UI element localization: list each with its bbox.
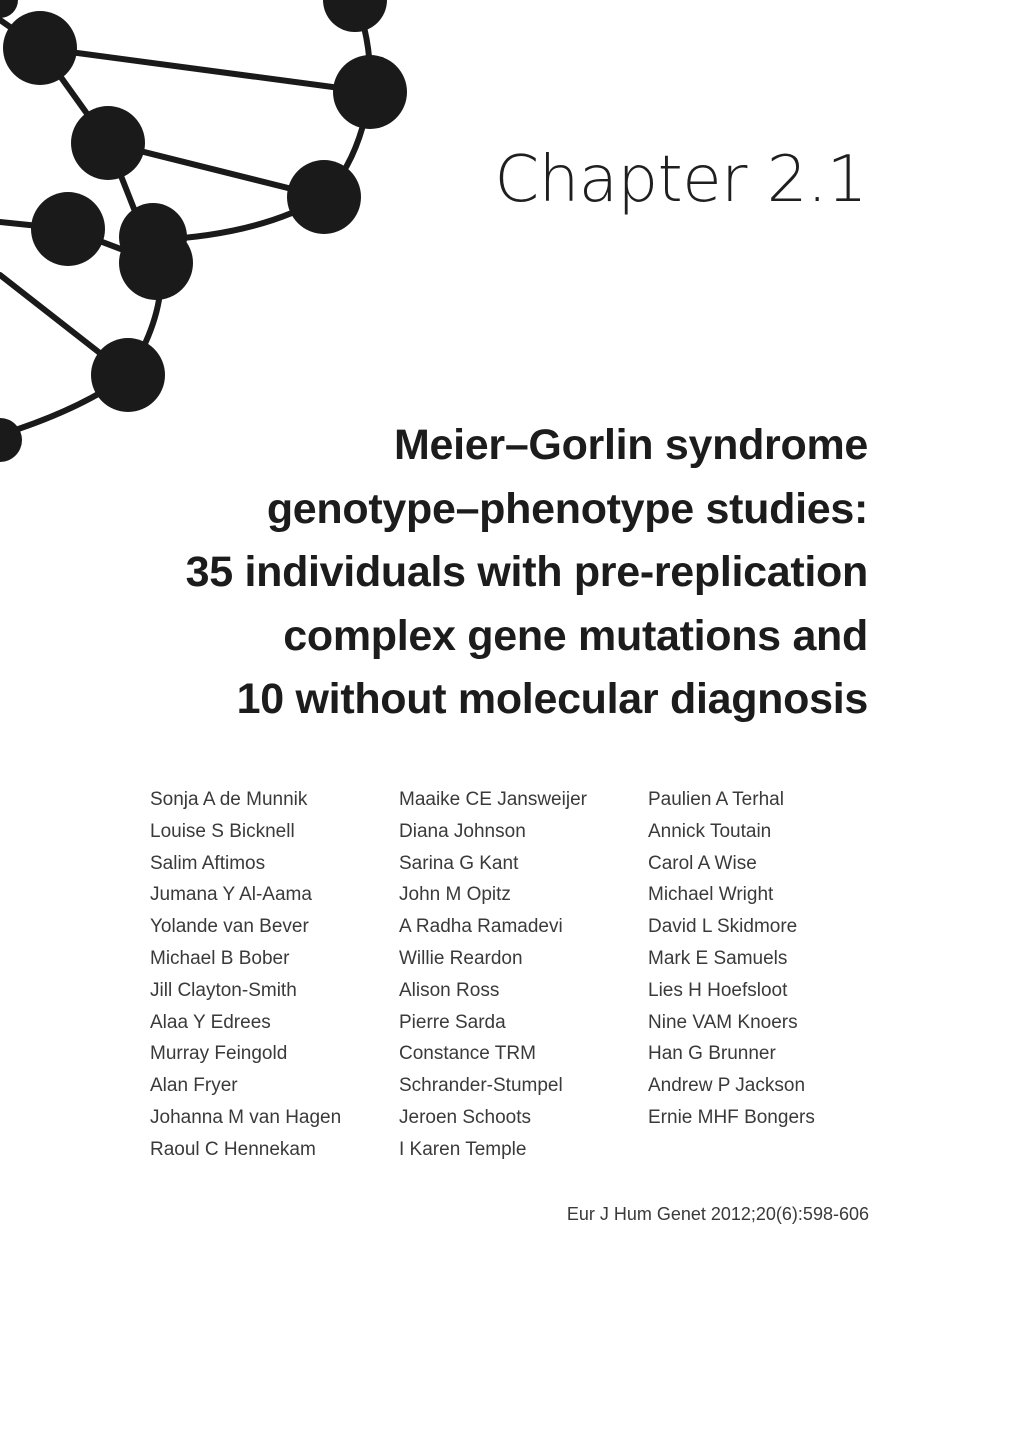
author-name: Johanna M van Hagen [150, 1106, 342, 1128]
author-name: I Karen Temple [399, 1138, 527, 1160]
author-name: Willie Reardon [399, 947, 523, 969]
chapter-heading: Chapter 2.1 [494, 143, 867, 217]
author-name: Paulien A Terhal [648, 789, 784, 810]
author-list [150, 784, 897, 1166]
author-column-2 [399, 784, 648, 1166]
author-name: Maaike CE Jansweijer [399, 789, 587, 810]
author-name: Yolande van Bever [150, 916, 309, 938]
author-name: Mark E Samuels [648, 947, 788, 969]
author-name: Michael B Bober [150, 947, 290, 969]
author-name: Michael Wright [648, 884, 774, 906]
title-line: Meier–Gorlin syndrome [393, 421, 868, 469]
author-name: Diana Johnson [399, 820, 526, 842]
author-name: John M Opitz [399, 884, 511, 906]
author-name: Jumana Y Al-Aama [150, 884, 312, 906]
author-name: Annick Toutain [648, 820, 772, 842]
author-name: Sonja A de Munnik [150, 789, 308, 810]
molecule-node [333, 55, 407, 129]
author-name: Raoul C Hennekam [150, 1138, 316, 1160]
author-name: Andrew P Jackson [648, 1075, 806, 1097]
title-line: 35 individuals with pre-replication [185, 548, 868, 596]
article-title [186, 414, 868, 732]
author-name: David L Skidmore [648, 916, 798, 938]
title-line: genotype–phenotype studies: [266, 484, 868, 533]
title-line: 10 without molecular diagnosis [236, 675, 868, 723]
author-name: Salim Aftimos [150, 852, 266, 874]
molecule-network-icon [0, 0, 420, 470]
author-name: Alan Fryer [150, 1075, 238, 1097]
author-name: Nine VAM Knoers [648, 1011, 798, 1033]
author-name: Constance TRM [399, 1043, 536, 1065]
author-name: Carol A Wise [648, 852, 757, 874]
author-name: Ernie MHF Bongers [648, 1106, 815, 1128]
molecule-node [91, 338, 165, 412]
author-name: Alaa Y Edrees [150, 1011, 271, 1033]
molecule-node [71, 106, 145, 180]
author-name: Sarina G Kant [399, 852, 519, 874]
author-name: Alison Ross [399, 979, 500, 1001]
author-name: Jeroen Schoots [399, 1106, 532, 1128]
molecule-node [323, 0, 387, 32]
molecule-node [119, 226, 193, 300]
molecule-node [287, 160, 361, 234]
author-name: Jill Clayton-Smith [150, 979, 297, 1001]
author-name: A Radha Ramadevi [399, 916, 563, 938]
author-name: Lies H Hoefsloot [648, 979, 788, 1001]
author-name: Pierre Sarda [399, 1011, 506, 1033]
title-line: complex gene mutations and [283, 611, 868, 660]
author-name: Han G Brunner [648, 1043, 776, 1065]
author-name: Louise S Bicknell [150, 820, 295, 842]
author-column-3 [648, 784, 897, 1166]
author-column-1 [150, 784, 399, 1166]
molecule-node [3, 11, 77, 85]
molecule-node [0, 0, 18, 18]
author-name: Schrander-Stumpel [399, 1075, 563, 1097]
author-name: Murray Feingold [150, 1043, 288, 1065]
molecule-node [0, 418, 22, 462]
molecule-node [31, 192, 105, 266]
journal-citation: Eur J Hum Genet 2012;20(6):598-606 [566, 1204, 869, 1224]
